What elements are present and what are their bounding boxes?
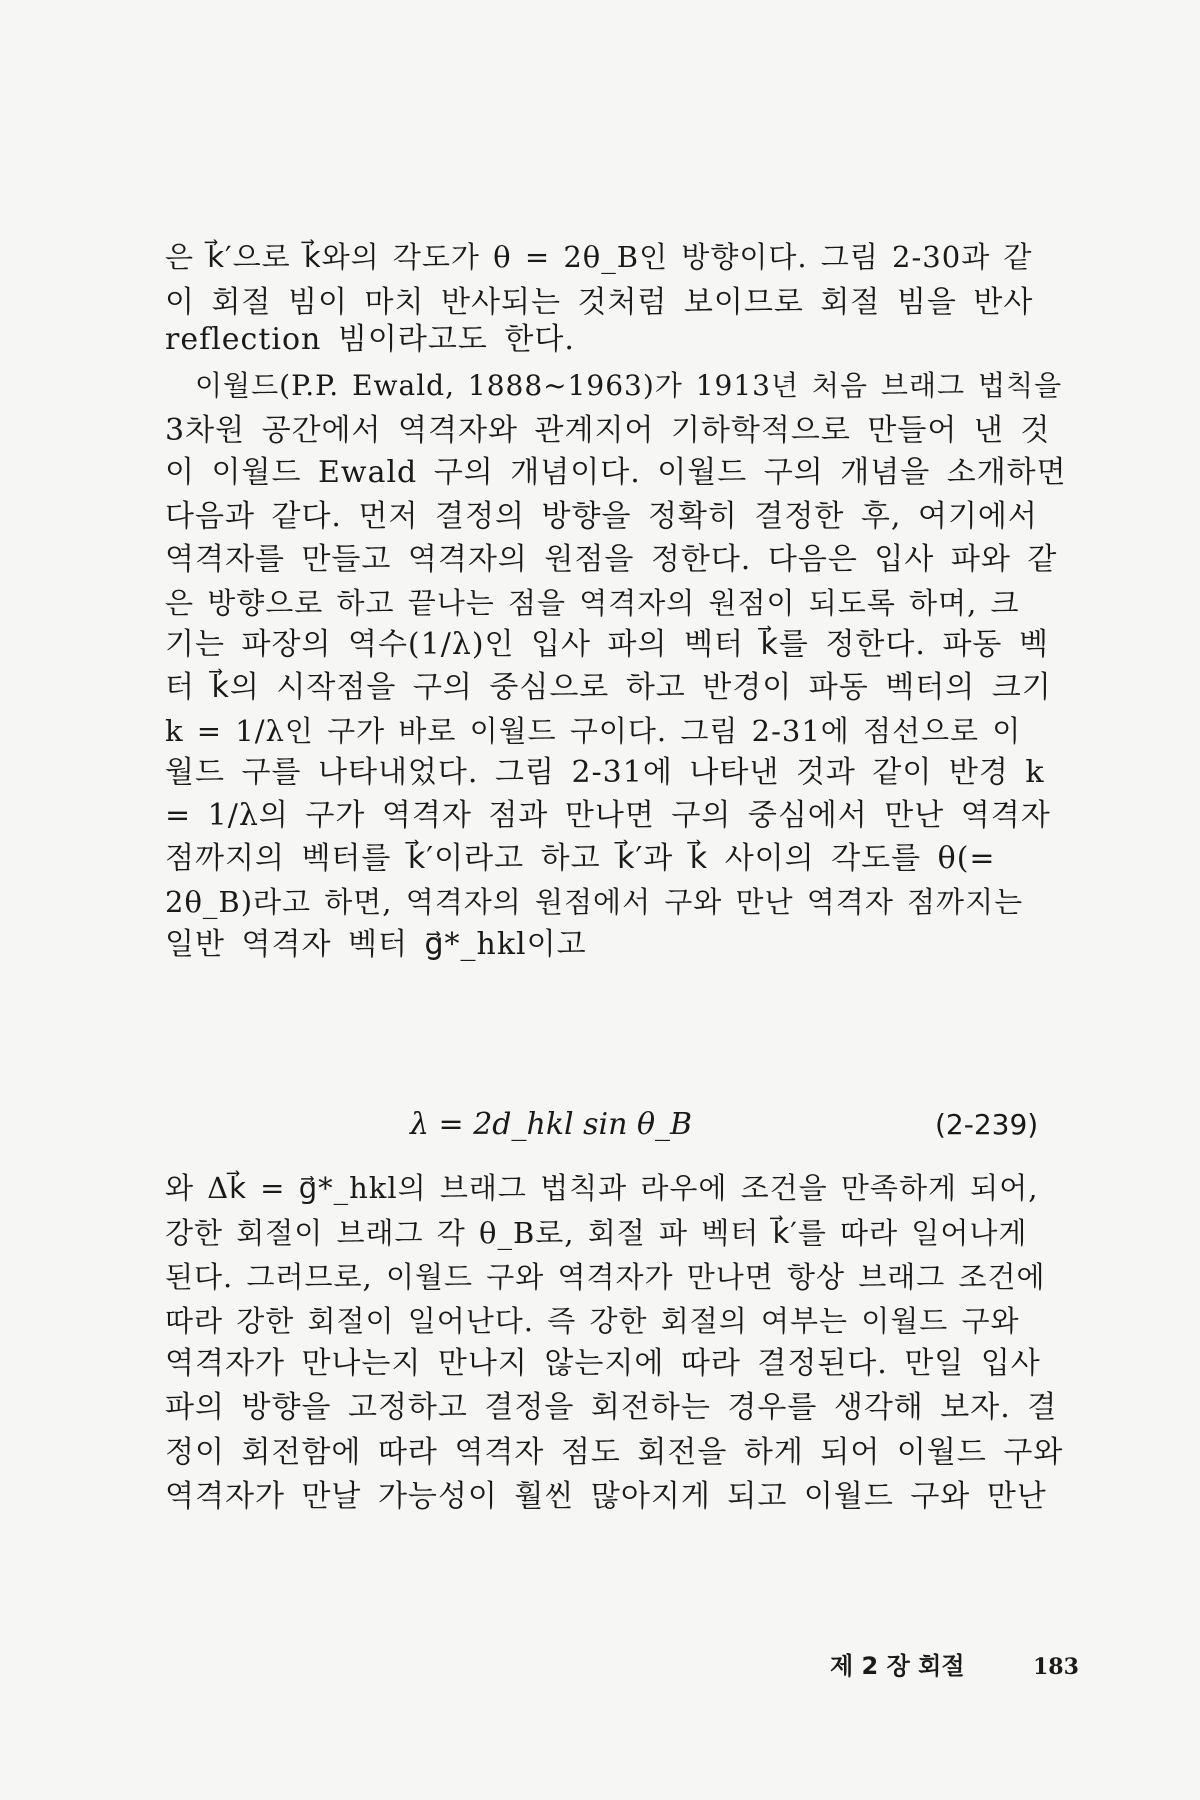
text-line-12: k = 1/λ인 구가 바로 이월드 구이다. 그림 2-31에 점선으로 이 bbox=[165, 714, 1022, 748]
text-line-24: 정이 회전함에 따라 역격자 점도 회전을 하게 되어 이월드 구와 bbox=[165, 1435, 1064, 1470]
text-line-10: 기는 파장의 역수(1/λ)인 입사 파의 벡터 k⃗를 정한다. 파동 벡 bbox=[165, 627, 1049, 662]
bragg-equation: λ = 2d_hkl sin θ_B bbox=[410, 1107, 693, 1142]
text-line-21: 따라 강한 회절이 일어난다. 즉 강한 회절의 여부는 이월드 구와 bbox=[165, 1304, 1020, 1338]
text-line-20: 된다. 그러므로, 이월드 구와 역격자가 만나면 항상 브래그 조건에 bbox=[165, 1260, 1046, 1294]
text-line-17: 일반 역격자 벡터 g⃗*_hkl이고 bbox=[165, 927, 587, 962]
text-line-22: 역격자가 만나는지 만나지 않는지에 따라 결정된다. 만일 입사 bbox=[165, 1346, 1041, 1381]
text-line-13: 월드 구를 나타내었다. 그림 2-31에 나타낸 것과 같이 반경 k bbox=[165, 755, 1045, 790]
text-line-14: = 1/λ의 구가 역격자 점과 만나면 구의 중심에서 만난 역격자 bbox=[165, 798, 1051, 833]
text-line-3: reflection 빔이라고도 한다. bbox=[165, 322, 575, 357]
text-line-1: 은 k⃗′으로 k⃗와의 각도가 θ = 2θ_B인 방향이다. 그림 2-30과 같 bbox=[165, 240, 1033, 274]
text-line-6: 이 이월드 Ewald 구의 개념이다. 이월드 구의 개념을 소개하면 bbox=[165, 455, 1067, 490]
text-line-4: 이월드(P.P. Ewald, 1888~1963)가 1913년 처음 브래그 법칙을 bbox=[195, 369, 1063, 402]
page-number: 183 bbox=[1033, 1654, 1079, 1680]
text-line-23: 파의 방향을 고정하고 결정을 회전하는 경우를 생각해 보자. 결 bbox=[165, 1390, 1058, 1425]
text-line-9: 은 방향으로 하고 끝나는 점을 역격자의 원점이 되도록 하며, 크 bbox=[165, 586, 1020, 620]
text-line-16: 2θ_B)라고 하면, 역격자의 원점에서 구와 만난 역격자 점까지는 bbox=[165, 885, 1024, 919]
running-footer-chapter: 제 2 장 회절 bbox=[830, 1652, 965, 1680]
equation-number: (2-239) bbox=[935, 1108, 1039, 1141]
text-line-5: 3차원 공간에서 역격자와 관계지어 기하학적으로 만들어 낸 것 bbox=[165, 413, 1051, 448]
text-line-8: 역격자를 만들고 역격자의 원점을 정한다. 다음은 입사 파와 같 bbox=[165, 542, 1058, 577]
text-line-11: 터 k⃗의 시작점을 구의 중심으로 하고 반경이 파동 벡터의 크기 bbox=[165, 670, 1052, 705]
text-line-18: 와 Δk⃗ = g⃗*_hkl의 브래그 법칙과 라우에 조건을 만족하게 되어, bbox=[165, 1171, 1039, 1205]
text-line-25: 역격자가 만날 가능성이 훨씬 많아지게 되고 이월드 구와 만난 bbox=[165, 1479, 1047, 1514]
text-line-7: 다음과 같다. 먼저 결정의 방향을 정확히 결정한 후, 여기에서 bbox=[165, 499, 1038, 534]
text-line-15: 점까지의 벡터를 k⃗′이라고 하고 k⃗′과 k⃗ 사이의 각도를 θ(= bbox=[165, 841, 996, 876]
text-line-19: 강한 회절이 브래그 각 θ_B로, 회절 파 벡터 k⃗′를 따라 일어나게 bbox=[165, 1216, 1028, 1250]
text-line-2: 이 회절 빔이 마치 반사되는 것처럼 보이므로 회절 빔을 반사 bbox=[165, 285, 1034, 320]
